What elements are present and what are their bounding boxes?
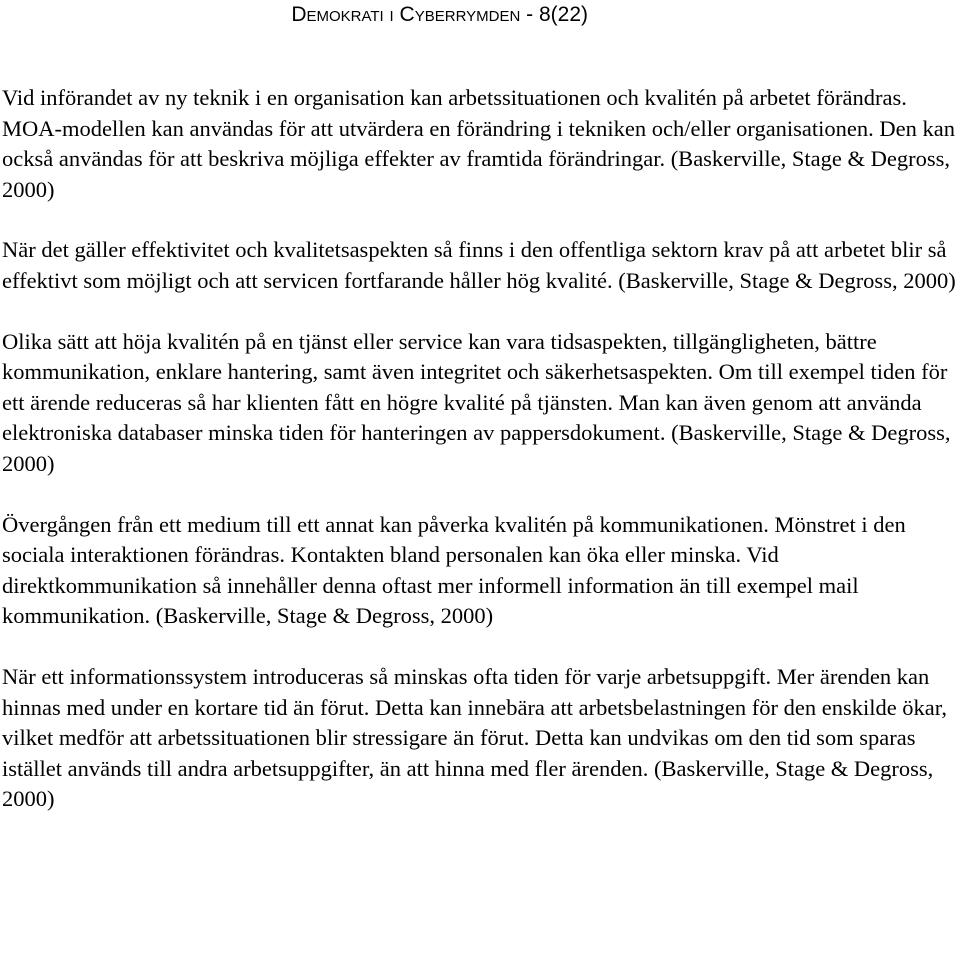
paragraph-information-system: När ett informationssystem introduceras så minskas ofta tiden för varje arbetsuppgift. Mer ärenden kan hinnas med under en kortare tid än förut. Detta kan innebära att arbetsbelastningen för den enskilde ökar, vilket medför att arbetssituationen blir stressigare än förut. Detta kan undvikas om den tid som sparas istället används till andra arbetsuppgifter, än att hinna med fler ärenden. (Baskerville, Stage & Degross, 2000): [2, 663, 948, 812]
paragraph-moa-model: Vid införandet av ny teknik i en organisation kan arbetssituationen och kvalitén på arbetet förändras. MOA-modellen kan användas för att utvärdera en förändring i tekniken och/eller organisationen. Den kan också användas för att beskriva möjliga effekter av framtida förändringar. (Baskerville, Stage & Degross, 2000): [2, 85, 956, 202]
paragraph-efficiency: När det gäller effektivitet och kvalitetsaspekten så finns i den offentliga sektorn krav på att arbetet blir så effektivt som möjligt och att servicen fortfarande håller hög kvalité. (Baskerville, Stage & Degross, 2000): [2, 237, 956, 293]
running-header: Demokrati i Cyberrymden - 8(22): [291, 3, 588, 26]
paragraph-medium-transition: Övergången från ett medium till ett annat kan påverka kvalitén på kommunikationen. Mönstret i den sociala interaktionen förändras. Kontakten bland personalen kan öka eller minska. Vid direktkommunikation så innehåller denna oftast mer informell information än till exempel mail kommunikation. (Baskerville, Stage & Degross, 2000): [2, 511, 906, 629]
paragraph-quality: Olika sätt att höja kvalitén på en tjänst eller service kan vara tidsaspekten, tillgängligheten, bättre kommunikation, enklare hantering, samt även integritet och säkerhetsaspekten. Om till exempel tiden för ett ärende reduceras så har klienten fått en högre kvalité på tjänsten. Man kan även genom att använda elektroniska databaser minska tiden för hanteringen av pappersdokument. (Baskerville, Stage & Degross, 2000): [2, 328, 951, 476]
document-body: [2, 83, 958, 845]
